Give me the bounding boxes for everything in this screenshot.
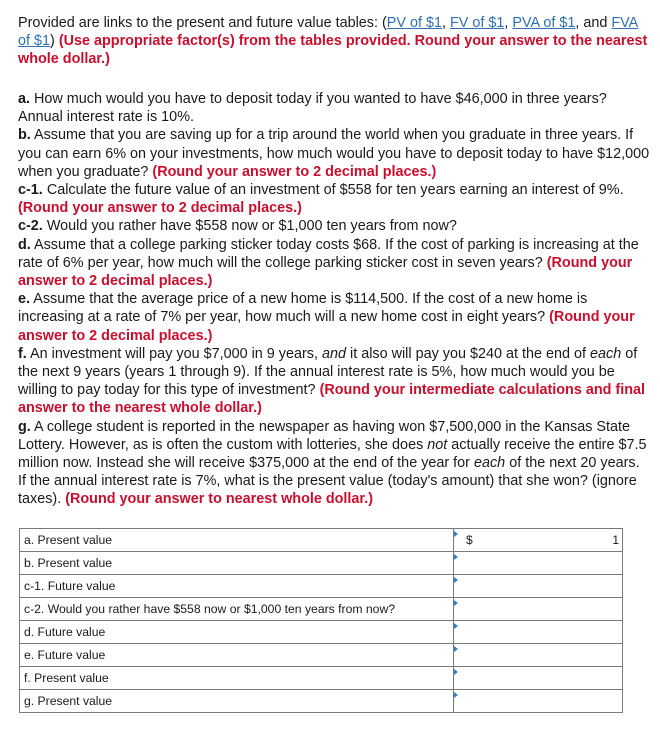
answer-table bbox=[19, 528, 623, 713]
input-marker-icon bbox=[454, 577, 458, 583]
input-marker-icon bbox=[454, 646, 458, 652]
question-label: e. bbox=[18, 291, 31, 308]
question-label: d. bbox=[18, 236, 31, 253]
separator: , and bbox=[575, 15, 612, 31]
rounding-note: (Round your answer to 2 decimal places.) bbox=[18, 200, 302, 217]
answer-label: a. Present value bbox=[20, 529, 454, 552]
question-text: A college student is reported in the newspaper as having won $7,500,000 in the Kansas State Lottery. However, as is often the custom with lotteries, she does bbox=[18, 418, 631, 453]
question-text: Assume that you are saving up for a trip around the world when you graduate in three years. If you can earn 6% on your investments, how much would you have to deposit today to have $12,000 when you graduate? bbox=[18, 127, 650, 180]
answer-input-e[interactable] bbox=[454, 644, 623, 667]
answer-value: 1 bbox=[612, 533, 619, 547]
fva-table-link[interactable]: FVA of $1 bbox=[18, 15, 639, 50]
input-marker-icon bbox=[454, 531, 458, 537]
answer-label: e. Future value bbox=[20, 644, 454, 667]
question-label: a. bbox=[18, 91, 31, 107]
question-label: g. bbox=[18, 418, 31, 435]
answer-input-c1[interactable] bbox=[454, 575, 623, 598]
answer-input-b[interactable] bbox=[454, 552, 623, 575]
answer-input-g[interactable] bbox=[454, 690, 623, 713]
question-text: it also will pay you $240 at the end of bbox=[350, 345, 586, 362]
answer-row-g bbox=[20, 690, 623, 713]
answer-label: c-2. Would you rather have $558 now or $1,000 ten years from now? bbox=[20, 598, 454, 621]
answer-row-c1 bbox=[20, 575, 623, 598]
emphasis: not bbox=[427, 436, 448, 453]
answer-row-d bbox=[20, 621, 623, 644]
question-a bbox=[18, 90, 650, 126]
pva-table-link[interactable]: PVA of $1 bbox=[512, 15, 576, 31]
question-e bbox=[18, 290, 650, 345]
question-text: How much would you have to deposit today if you wanted to have $46,000 in three years? Annual interest rate is 10%. bbox=[18, 91, 607, 126]
answer-select-c2[interactable] bbox=[454, 598, 623, 621]
input-marker-icon bbox=[454, 623, 458, 629]
question-label: f. bbox=[18, 345, 27, 362]
question-text: Calculate the future value of an investment of $558 for ten years earning an interest of 9%. bbox=[46, 182, 624, 199]
rounding-instruction: (Use appropriate factor(s) from the tables provided. Round your answer to the nearest whole dollar.) bbox=[18, 33, 648, 68]
answer-row-b bbox=[20, 552, 623, 575]
rounding-note: (Round your answer to nearest whole dollar.) bbox=[65, 491, 374, 508]
emphasis: and bbox=[321, 345, 346, 362]
rounding-note: (Round your intermediate calculations and final answer to the nearest whole dollar.) bbox=[18, 382, 645, 417]
answer-row-f bbox=[20, 667, 623, 690]
question-d bbox=[18, 236, 650, 291]
separator: ) bbox=[50, 33, 55, 50]
question-g bbox=[18, 418, 650, 509]
answer-row-c2 bbox=[20, 598, 623, 621]
rounding-note: (Round your answer to 2 decimal places.) bbox=[18, 309, 635, 344]
rounding-note: (Round your answer to 2 decimal places.) bbox=[152, 163, 437, 180]
pv-table-link[interactable]: PV of $1 bbox=[386, 15, 442, 31]
question-text: An investment will pay you $7,000 in 9 years, bbox=[30, 345, 318, 362]
input-marker-icon bbox=[454, 554, 458, 560]
input-marker-icon bbox=[454, 669, 458, 675]
answer-label: d. Future value bbox=[20, 621, 454, 644]
question-text: actually receive the entire $7.5 million now. Instead she will receive $375,000 at the end of the year for bbox=[18, 436, 647, 472]
rounding-note: (Round your answer to 2 decimal places.) bbox=[18, 254, 633, 290]
answer-label: b. Present value bbox=[20, 552, 454, 575]
question-c1 bbox=[18, 181, 650, 217]
question-c2 bbox=[18, 217, 650, 235]
question-b bbox=[18, 126, 650, 181]
answer-row-a bbox=[20, 529, 623, 552]
question-label: c-2. bbox=[18, 218, 43, 235]
input-marker-icon bbox=[454, 692, 458, 698]
question-text: Would you rather have $558 now or $1,000 ten years from now? bbox=[46, 218, 457, 235]
question-text: Assume that a college parking sticker today costs $68. If the cost of parking is increasing at the rate of 6% per year, how much will the college parking sticker cost in seven years? bbox=[18, 236, 639, 271]
question-text: of the next 20 years. If the annual interest rate is 7%, what is the present value (today's amount) that she won? (ignore taxes). bbox=[18, 455, 640, 508]
answer-label: c-1. Future value bbox=[20, 575, 454, 598]
question-label: b. bbox=[18, 127, 31, 144]
answer-input-d[interactable] bbox=[454, 621, 623, 644]
questions bbox=[18, 90, 650, 509]
answer-input-f[interactable] bbox=[454, 667, 623, 690]
emphasis: each bbox=[590, 345, 622, 362]
intro-text: Provided are links to the present and future value tables: ( bbox=[18, 15, 387, 31]
answer-input-a[interactable] bbox=[454, 529, 623, 552]
question-text: Assume that the average price of a new home is $114,500. If the cost of a new home is increasing at a rate of 7% per year, how much will a new home cost in eight years? bbox=[18, 291, 588, 326]
answer-label: f. Present value bbox=[20, 667, 454, 690]
separator: , bbox=[441, 15, 450, 31]
input-marker-icon bbox=[454, 600, 458, 606]
answer-row-e bbox=[20, 644, 623, 667]
instructions-paragraph bbox=[18, 14, 650, 69]
emphasis: each bbox=[473, 455, 506, 472]
question-f bbox=[18, 345, 650, 418]
question-label: c-1. bbox=[18, 182, 43, 199]
separator: , bbox=[504, 15, 513, 31]
fv-table-link[interactable]: FV of $1 bbox=[449, 15, 505, 31]
answer-label: g. Present value bbox=[20, 690, 454, 713]
currency-symbol: $ bbox=[466, 533, 473, 547]
question-text: of the next 9 years (years 1 through 9). If the annual interest rate is 5%, how much would you be willing to pay today for this type of investment? bbox=[18, 345, 638, 399]
